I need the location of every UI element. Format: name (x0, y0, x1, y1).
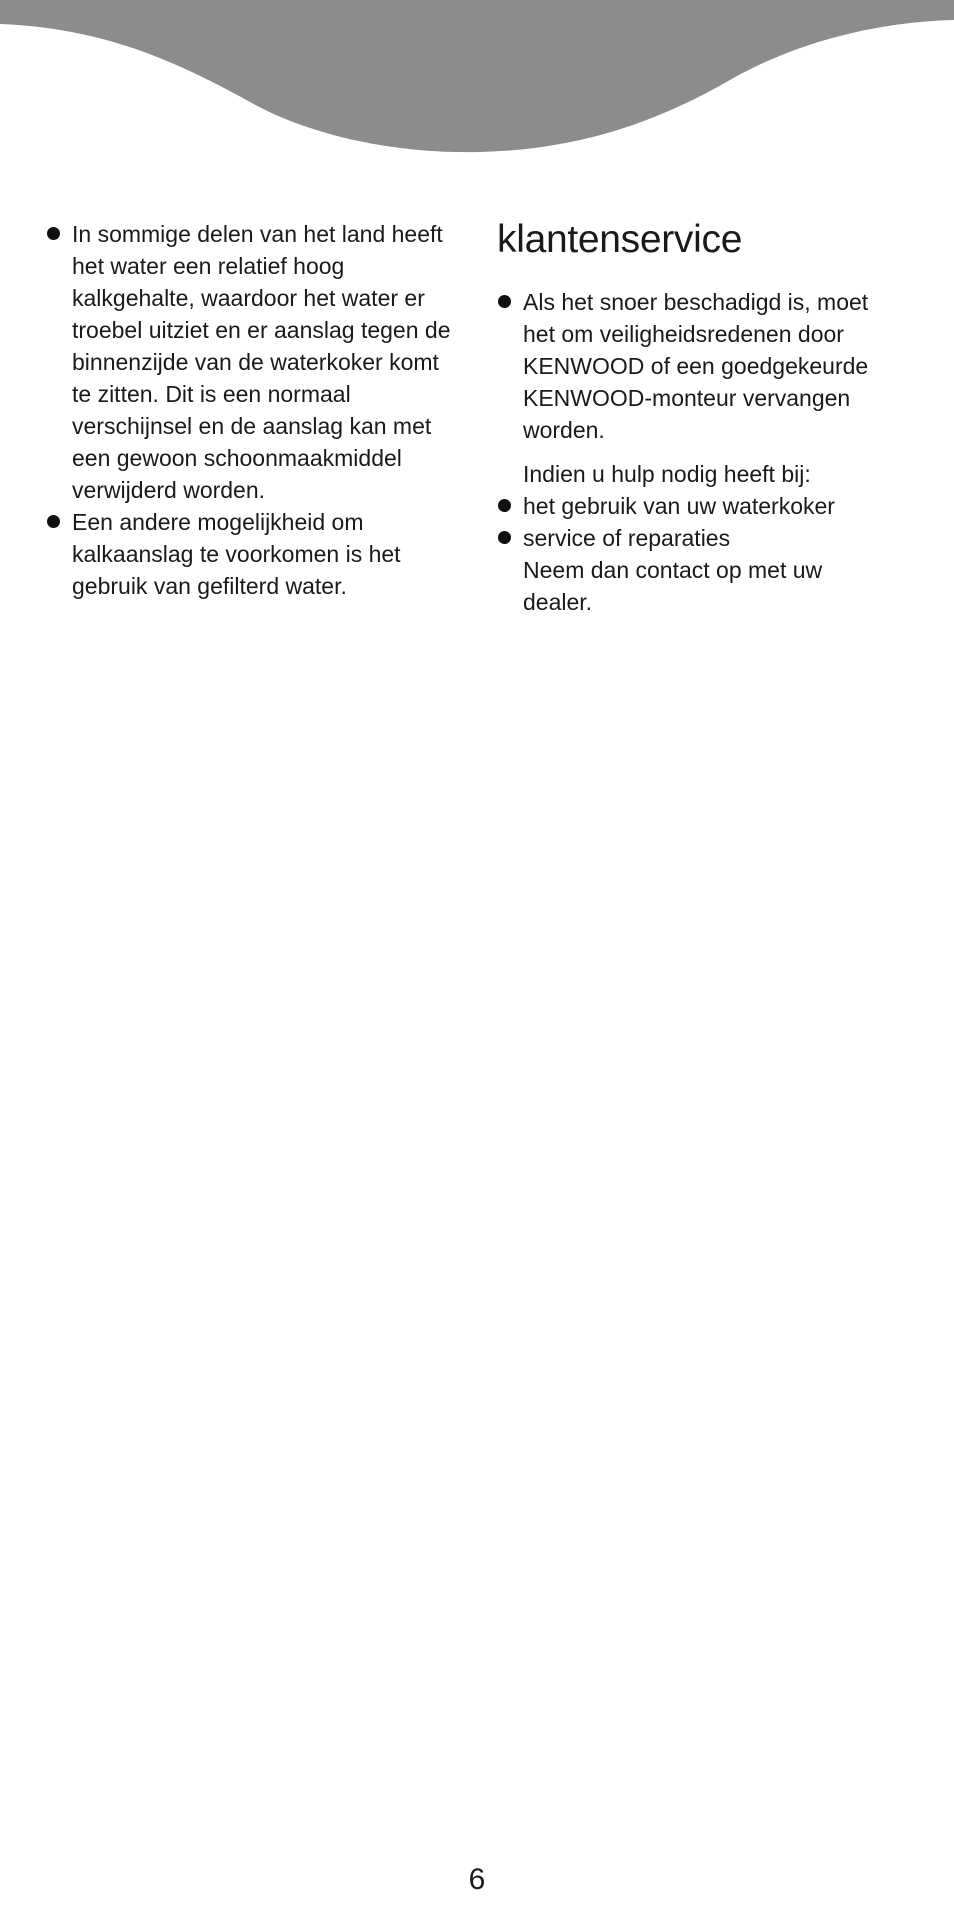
text-line: binnenzijde van de waterkoker komt (72, 349, 439, 375)
text-line: gebruik van gefilterd water. (72, 573, 347, 599)
left-bullet-list (44, 218, 464, 602)
text-line: het gebruik van uw waterkoker (523, 493, 835, 519)
section-heading: klantenservice (497, 218, 743, 261)
text-line: Als het snoer beschadigd is, moet (523, 289, 869, 315)
text-line: Een andere mogelijkheid om (72, 509, 364, 535)
text-line: te zitten. Dit is een normaal (72, 381, 351, 407)
help-bullet-list (495, 490, 915, 618)
text-line: verschijnsel en de aanslag kan met (72, 413, 432, 439)
text-line: KENWOOD of een goedgekeurde (523, 353, 869, 379)
text-line: het water een relatief hoog (72, 253, 345, 279)
text-line: kalkgehalte, waardoor het water er (72, 285, 425, 311)
text-line: verwijderd worden. (72, 477, 266, 503)
list-item (495, 286, 915, 446)
help-intro: Indien u hulp nodig heeft bij: (523, 461, 811, 487)
text-line: troebel uitziet en er aanslag tegen de (72, 317, 451, 343)
bullet-icon (47, 227, 60, 240)
page-number: 6 (468, 1863, 486, 1896)
text-line: In sommige delen van het land heeft (72, 221, 443, 247)
text-line: Neem dan contact op met uw (523, 557, 823, 583)
header-wave-decoration (0, 0, 954, 160)
bullet-icon (498, 531, 511, 544)
bullet-icon (498, 295, 511, 308)
text-line: het om veiligheidsredenen door (523, 321, 844, 347)
text-line: KENWOOD-monteur vervangen (523, 385, 851, 411)
right-column (495, 218, 915, 618)
list-item (495, 522, 915, 618)
list-item (495, 490, 915, 522)
text-line: een gewoon schoonmaakmiddel (72, 445, 402, 471)
bullet-icon (498, 499, 511, 512)
right-bullet-list (495, 286, 915, 446)
list-item (44, 506, 464, 602)
text-line: service of reparaties (523, 525, 731, 551)
header-wave-shape (0, 0, 954, 152)
text-line: dealer. (523, 589, 593, 615)
list-item (44, 218, 464, 506)
text-line: worden. (523, 417, 605, 443)
left-column (44, 218, 464, 602)
text-line: kalkaanslag te voorkomen is het (72, 541, 401, 567)
bullet-icon (47, 515, 60, 528)
